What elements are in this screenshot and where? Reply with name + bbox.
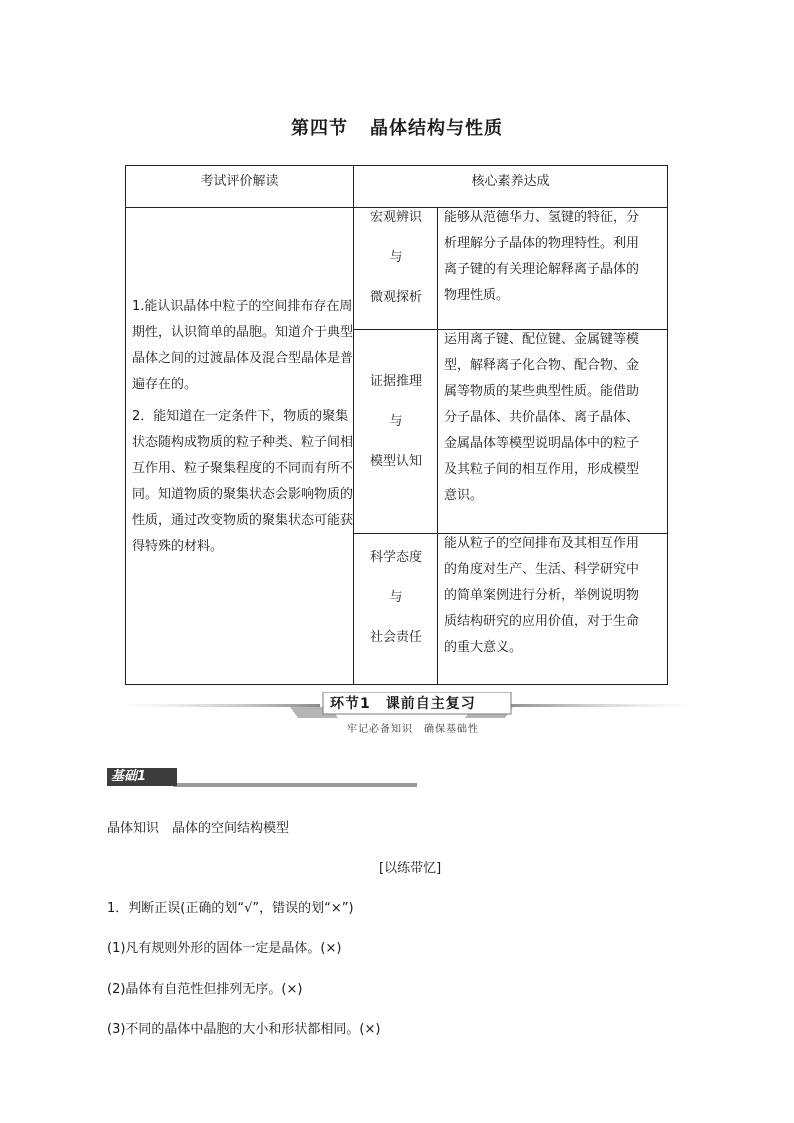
- category-label: 社会责任: [369, 630, 422, 645]
- literacy-category-3: [355, 538, 437, 658]
- category-label: 证据推理: [369, 374, 422, 389]
- category-connector: 与: [389, 250, 403, 265]
- section-tag-label: 基础1: [107, 768, 177, 786]
- description-line: 物理性质。: [444, 288, 510, 303]
- section-banner: [105, 690, 695, 740]
- category-label: 微观探析: [369, 290, 422, 305]
- category-label: 模型认知: [369, 454, 422, 469]
- category-label: 宏观辨识: [369, 210, 422, 225]
- objectives-table: [125, 165, 668, 685]
- evaluation-item-1: 1.能认识晶体中粒子的空间排布存在周期性，认识简单的晶胞。知道介于典型晶体之间的过渡晶体及混合型晶体是普遍存在的。: [132, 299, 354, 392]
- description-line: 的简单案例进行分析，举例说明物: [444, 588, 640, 603]
- evaluation-item-2: 2．能知道在一定条件下，物质的聚集状态随构成物质的粒子种类、粒子间相互作用、粒子聚集程度的不同而有所不同。知道物质的聚集状态会影响物质的性质，通过改变物质的聚集状态可能获得特殊的材料。: [132, 409, 354, 554]
- category-label: 科学态度: [369, 550, 422, 565]
- table-header-literacy: 核心素养达成: [471, 174, 550, 189]
- evaluation-text: [132, 294, 354, 560]
- description-line: 及其粒子间的相互作用，形成模型: [444, 462, 640, 477]
- description-line: 的重大意义。: [444, 640, 523, 655]
- section-rule: [173, 783, 417, 787]
- literacy-description-1: [444, 205, 662, 309]
- description-line: 离子键的有关理论解释离子晶体的: [444, 262, 640, 277]
- description-line: 运用离子键、配位键、金属键等模: [444, 332, 640, 347]
- practice-note: [以练带忆]: [379, 861, 442, 876]
- banner-subtitle: 牢记必备知识 确保基础性: [347, 724, 479, 735]
- banner-title: 环节1 课前自主复习: [330, 696, 476, 712]
- description-line: 型，解释离子化合物、配合物、金: [444, 358, 640, 373]
- question-stem: 1．判断正误(正确的划“√”，错误的划“×”): [107, 901, 354, 916]
- page-title: [0, 114, 794, 140]
- description-line: 金属晶体等模型说明晶体中的粒子: [444, 436, 640, 451]
- category-connector: 与: [389, 414, 403, 429]
- table-header-evaluation: 考试评价解读: [200, 174, 279, 189]
- description-line: 属等物质的某些典型性质。能借助: [444, 384, 640, 399]
- section-name: 晶体结构与性质: [370, 118, 503, 139]
- section-tag: [107, 766, 417, 790]
- description-line: 分子晶体、共价晶体、离子晶体、: [444, 410, 640, 425]
- literacy-category-1: [355, 198, 437, 318]
- category-connector: 与: [389, 590, 403, 605]
- question-item: (1)凡有规则外形的固体一定是晶体。(×): [107, 941, 342, 956]
- literacy-description-2: [444, 327, 662, 509]
- literacy-category-2: [355, 362, 437, 482]
- question-item: (2)晶体有自范性但排列无序。(×): [107, 982, 303, 997]
- description-line: 能够从范德华力、氢键的特征，分: [444, 210, 640, 225]
- description-line: 的角度对生产、生活、科学研究中: [444, 562, 640, 577]
- question-item: (3)不同的晶体中晶胞的大小和形状都相同。(×): [107, 1022, 381, 1037]
- description-line: 析理解分子晶体的物理特性。利用: [444, 236, 640, 251]
- subheading: 晶体知识 晶体的空间结构模型: [107, 821, 290, 836]
- literacy-description-3: [444, 531, 662, 661]
- description-line: 能从粒子的空间排布及其相互作用: [444, 536, 640, 551]
- description-line: 意识。: [444, 488, 484, 503]
- description-line: 质结构研究的应用价值，对于生命: [444, 614, 640, 629]
- section-number: 第四节: [291, 118, 348, 139]
